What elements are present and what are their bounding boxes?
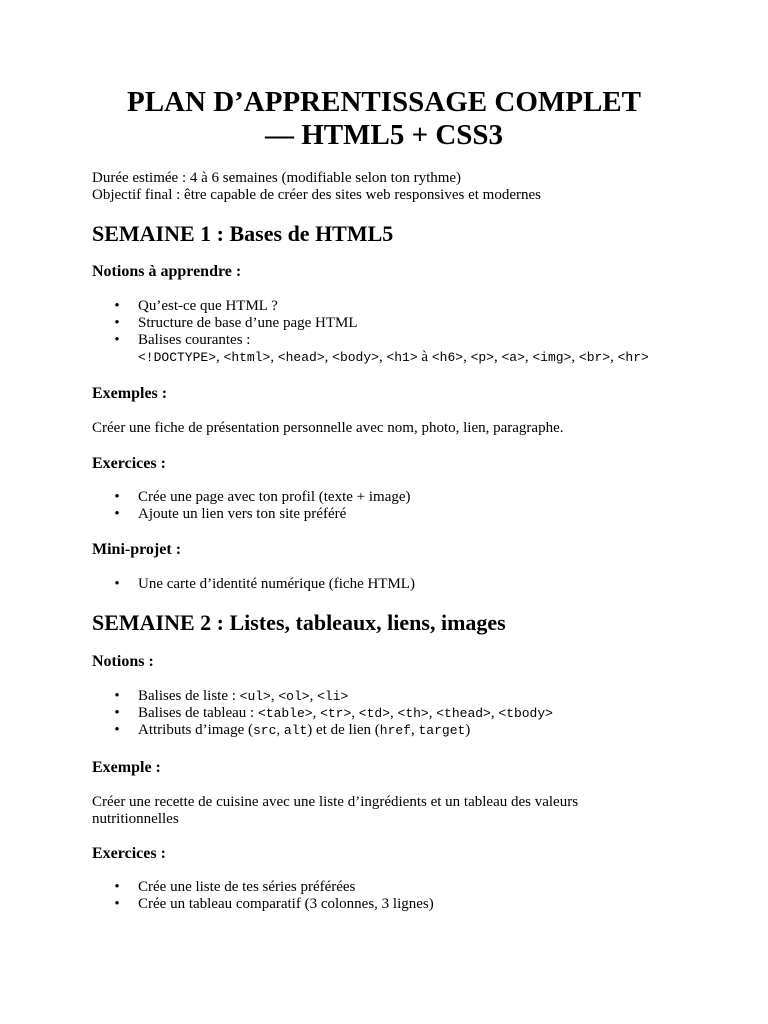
week1-heading: SEMAINE 1 : Bases de HTML5: [92, 221, 394, 246]
title-line-1: PLAN D’APPRENTISSAGE COMPLET: [127, 86, 641, 118]
week1-examples-text: Créer une fiche de présentation personnelle avec nom, photo, lien, paragraphe.: [92, 420, 564, 436]
week2-exercises-list: [92, 879, 712, 913]
bullet-icon: •: [114, 896, 120, 912]
week1-exercises-heading: Exercices :: [92, 455, 166, 472]
week2-example-heading: Exemple :: [92, 759, 161, 776]
list-item: • Attributs d’image (src, alt) et de lien (href, target): [92, 722, 712, 739]
title-line-2: — HTML5 + CSS3: [264, 119, 504, 151]
list-item: • Balises de tableau : <table>, <tr>, <td>, <th>, <thead>, <tbody>: [92, 705, 712, 722]
list-item: • Crée une page avec ton profil (texte + image): [92, 489, 712, 506]
list-item: • Balises courantes : <!DOCTYPE>, <html>, <head>, <body>, <h1> à <h6>, <p>, <a>, <img>, <br>, <hr>: [92, 332, 712, 366]
week1-miniproject-list: [92, 576, 712, 593]
list-item: • Balises de liste : <ul>, <ol>, <li>: [92, 688, 712, 705]
bullet-icon: •: [114, 576, 120, 592]
goal-text: Objectif final : être capable de créer des sites web responsives et modernes: [92, 186, 541, 203]
week1-notions-list: [92, 298, 712, 366]
list-item: • Une carte d’identité numérique (fiche HTML): [92, 576, 712, 593]
week2-notions-heading: Notions :: [92, 653, 154, 670]
week1-exercises-list: [92, 489, 712, 523]
week2-exercises-heading: Exercices :: [92, 845, 166, 862]
week1-examples-heading: Exemples :: [92, 385, 168, 402]
bullet-icon: •: [114, 688, 120, 704]
bullet-icon: •: [114, 722, 120, 738]
list-item: • Ajoute un lien vers ton site préféré: [92, 506, 712, 523]
bullet-icon: •: [114, 298, 120, 314]
tag-list: <!DOCTYPE>, <html>, <head>, <body>, <h1> à <h6>, <p>, <a>, <img>, <br>, <hr>: [138, 349, 649, 365]
page-title: [92, 86, 676, 152]
intro-block: [92, 170, 692, 203]
list-item: • Qu’est-ce que HTML ?: [92, 298, 712, 315]
list-item: • Crée un tableau comparatif (3 colonnes, 3 lignes): [92, 896, 712, 913]
week2-example-text: Créer une recette de cuisine avec une liste d’ingrédients et un tableau des valeurs nutritionnelles: [92, 794, 579, 827]
bullet-icon: •: [114, 315, 120, 331]
list-item: • Structure de base d’une page HTML: [92, 315, 712, 332]
week2-notions-list: [92, 688, 712, 739]
week1-notions-heading: Notions à apprendre :: [92, 263, 242, 280]
bullet-icon: •: [114, 506, 120, 522]
duration-text: Durée estimée : 4 à 6 semaines (modifiable selon ton rythme): [92, 170, 462, 186]
week2-heading: SEMAINE 2 : Listes, tableaux, liens, images: [92, 610, 506, 635]
list-item: • Crée une liste de tes séries préférées: [92, 879, 712, 896]
bullet-icon: •: [114, 489, 120, 505]
bullet-icon: •: [114, 879, 120, 895]
bullet-icon: •: [114, 332, 120, 348]
week1-miniproject-heading: Mini-projet :: [92, 541, 182, 558]
bullet-icon: •: [114, 705, 120, 721]
